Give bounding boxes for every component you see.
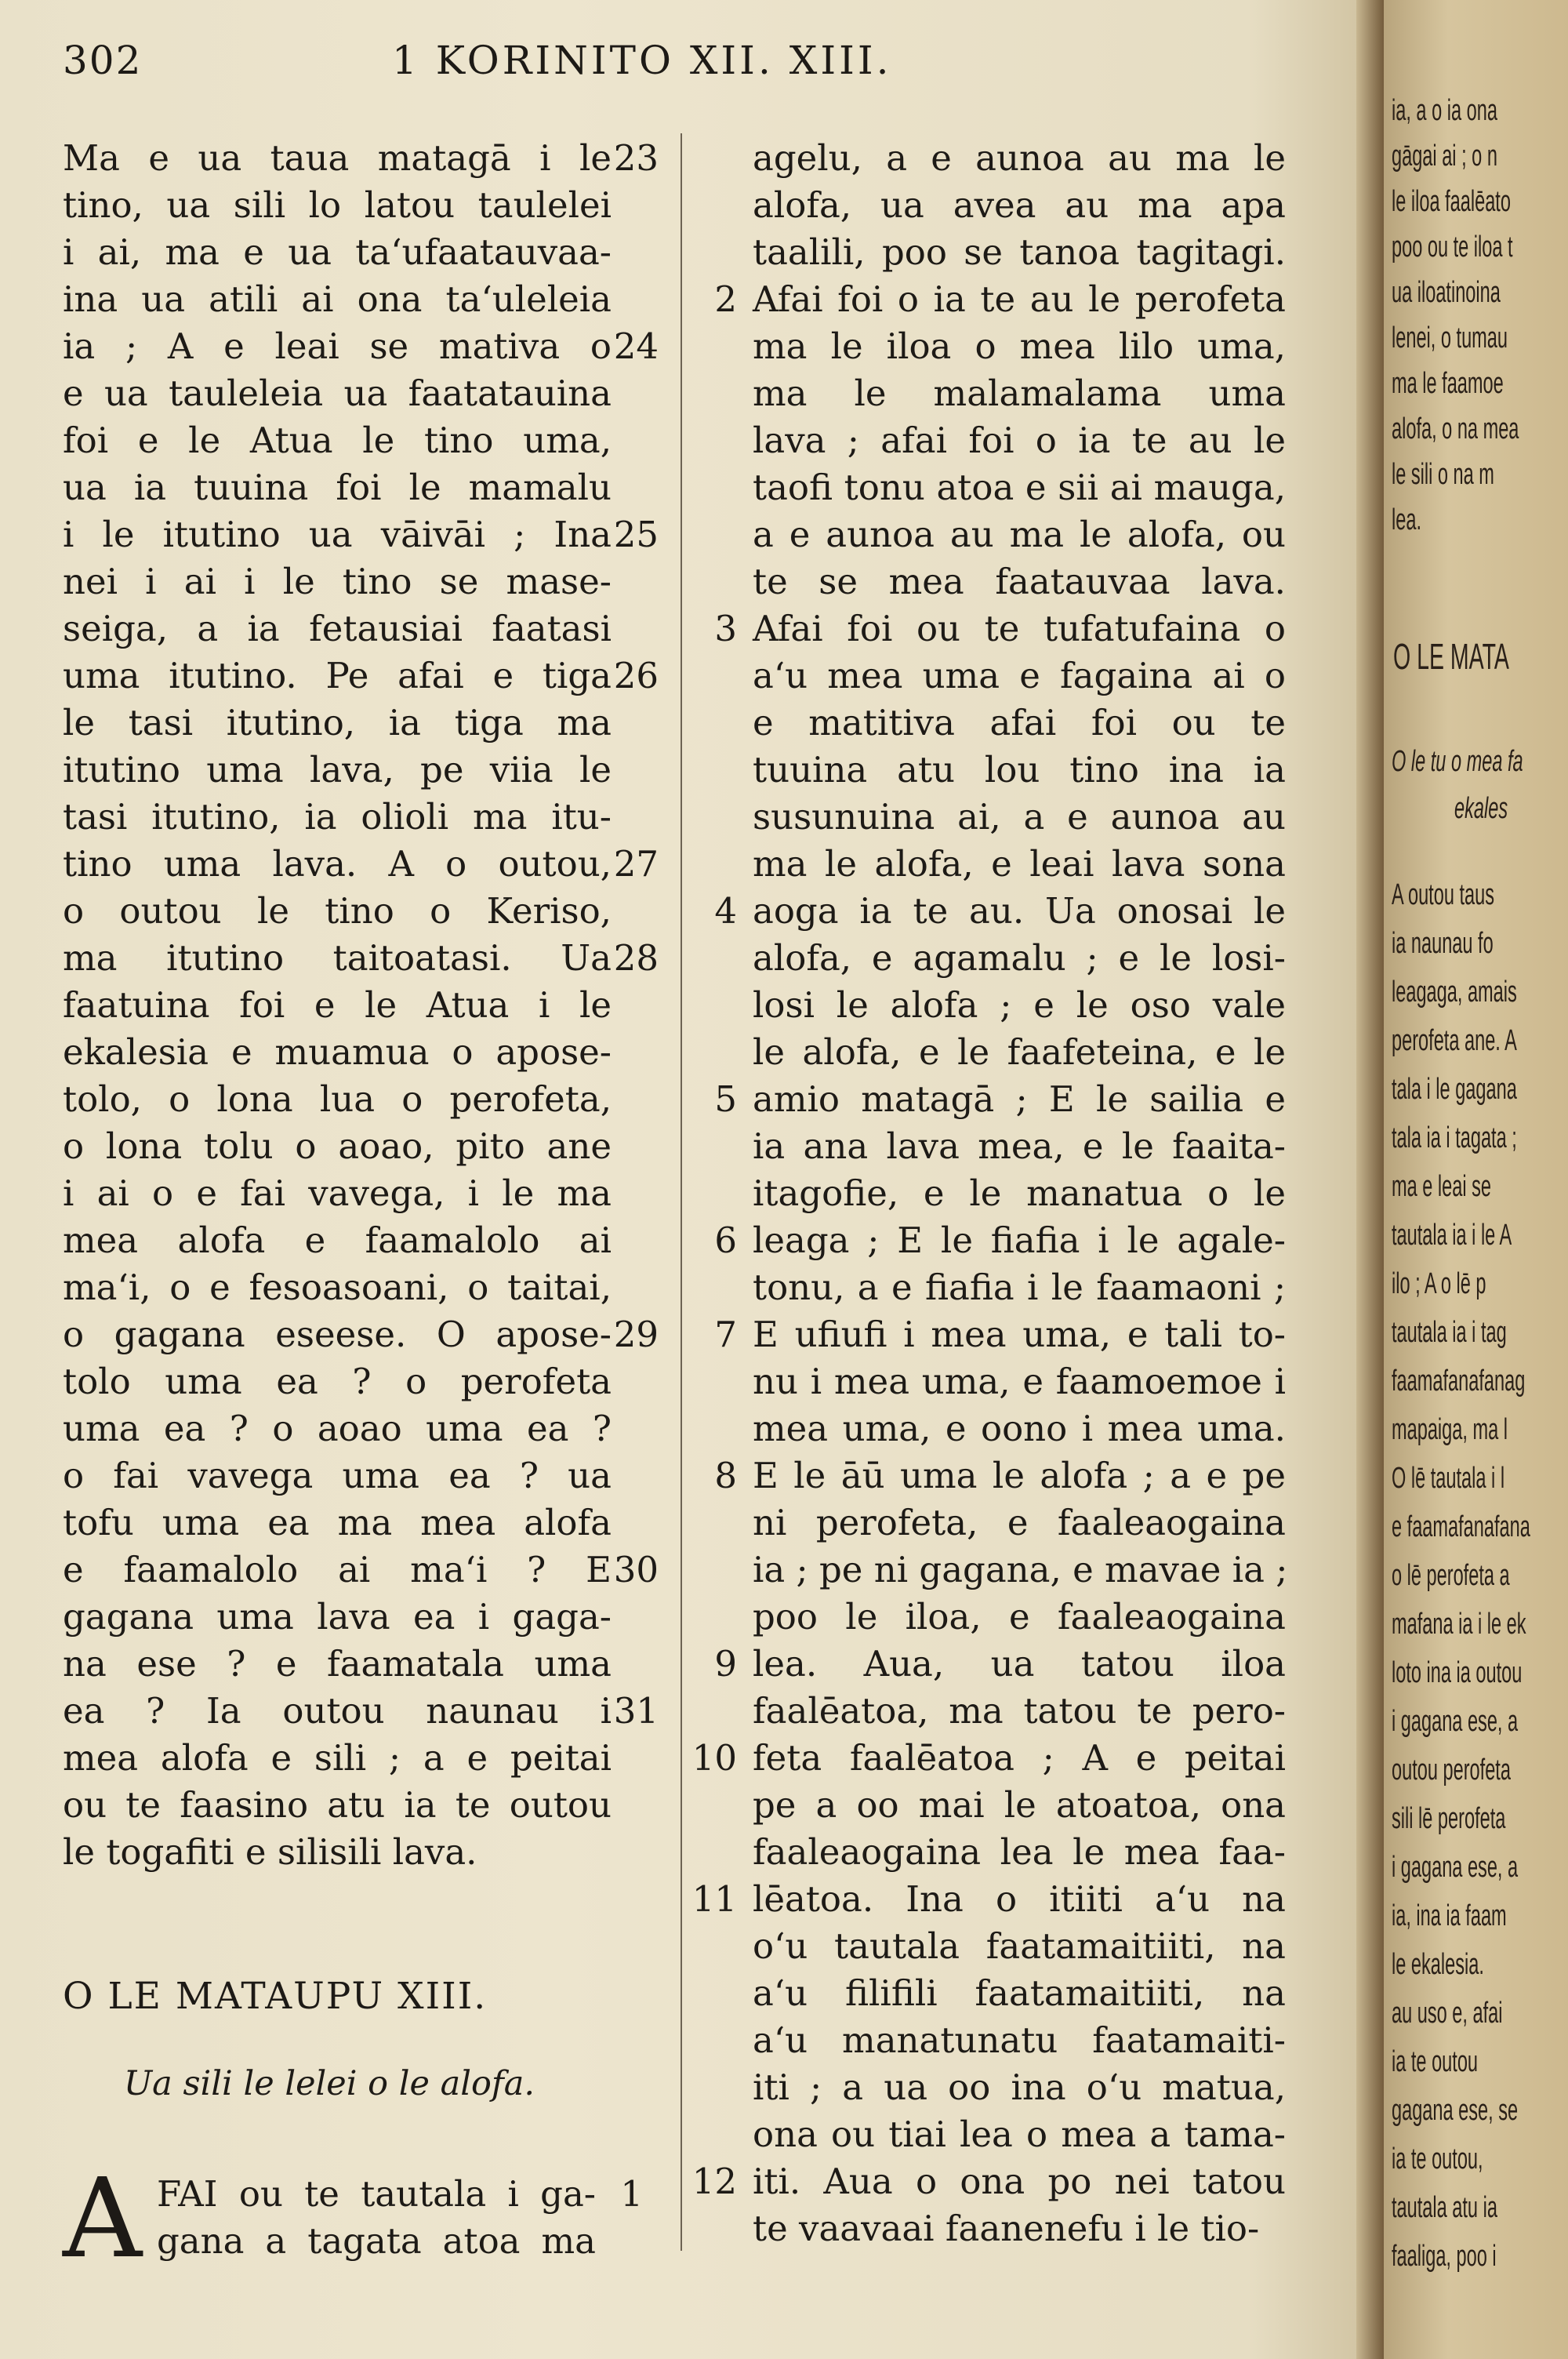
line-text: tuuina atu lou tino ina ia — [753, 749, 1286, 791]
line-text: aʻu filifili faatamaitiiti, na — [753, 1972, 1286, 2014]
text-line — [690, 1123, 1286, 1170]
adjacent-page-line: ia, ina ia faam — [1392, 1899, 1507, 1932]
text-line — [63, 1170, 659, 1217]
text-line — [63, 511, 659, 558]
text-line — [690, 1735, 1286, 1782]
adjacent-page-line: faamafanafanag — [1392, 1365, 1526, 1398]
running-title: 1 KORINITO XII. XIII. — [392, 38, 892, 83]
text-line — [690, 229, 1286, 276]
adjacent-page-line: gagana ese, se — [1392, 2094, 1519, 2127]
line-text: e ua tauleleia ua faatatauina — [63, 373, 612, 414]
adjacent-page-line: A outou taus — [1392, 878, 1495, 911]
line-text: seiga, a ia fetausiai faatasi — [63, 608, 612, 649]
text-line — [690, 1358, 1286, 1405]
verse-number: 3 — [714, 608, 737, 649]
adjacent-page-line: lenei, o tumau — [1392, 322, 1508, 354]
line-text: gagana uma lava ea i gaga- — [63, 1596, 612, 1637]
text-line — [63, 1688, 659, 1735]
line-text: itutino uma lava, pe viia le — [63, 749, 612, 791]
line-text: agelu, a e aunoa au ma le — [753, 137, 1286, 179]
verse-number: 10 — [691, 1737, 737, 1779]
text-line — [690, 700, 1286, 747]
line-text: faatuina foi e le Atua i le — [63, 984, 612, 1026]
verse-number: 28 — [613, 937, 659, 979]
text-line — [63, 1499, 659, 1547]
line-text: e faamalolo ai maʻi ? E — [63, 1549, 612, 1590]
text-line — [690, 511, 1286, 558]
line-text: Ma e ua taua matagā i le — [63, 137, 612, 179]
line-text: te vaavaai faanenefu i le tio- — [753, 2208, 1260, 2249]
text-line — [63, 1123, 659, 1170]
adjacent-page-line: alofa, o na mea — [1392, 413, 1519, 445]
verse-number: 24 — [613, 325, 659, 367]
text-line — [63, 1029, 659, 1076]
text-line — [690, 276, 1286, 323]
adjacent-page-subheading: ekales — [1454, 792, 1508, 825]
text-line — [690, 370, 1286, 417]
text-line — [690, 1876, 1286, 1923]
text-line — [690, 841, 1286, 888]
line-text: tolo, o lona lua o perofeta, — [63, 1078, 612, 1120]
chapter-summary: Ua sili le lelei o le alofa. — [123, 2064, 535, 2103]
text-line — [690, 794, 1286, 841]
line-text: o gagana eseese. O apose- — [63, 1314, 612, 1355]
text-line — [690, 1923, 1286, 1970]
text-line — [63, 982, 659, 1029]
verse-number: 11 — [691, 1878, 737, 1920]
adjacent-page-line: o lē perofeta a — [1392, 1559, 1510, 1592]
line-text: a e aunoa au ma le alofa, ou — [753, 514, 1286, 555]
text-line — [63, 1358, 659, 1405]
text-line — [63, 1405, 659, 1452]
text-line — [690, 2017, 1286, 2064]
verse-number: 5 — [714, 1078, 737, 1120]
verse-number: 4 — [714, 890, 737, 932]
text-line — [63, 1217, 659, 1264]
page-number: 302 — [63, 38, 143, 83]
line-text: leaga ; E le fiafia i le agale- — [753, 1219, 1286, 1261]
adjacent-page-line: mafana ia i le ek — [1392, 1608, 1526, 1641]
text-line — [63, 229, 659, 276]
adjacent-page-line: tala i le gagana — [1392, 1073, 1517, 1106]
adjacent-page-line: le iloa faalēato — [1392, 185, 1511, 218]
line-text: tofu uma ea ma mea alofa — [63, 1502, 612, 1543]
line-text: tonu, a e fiafia i le faamaoni ; — [753, 1267, 1286, 1308]
text-line — [63, 888, 659, 935]
line-text: na ese ? e faamatala uma — [63, 1643, 612, 1685]
text-line — [690, 1594, 1286, 1641]
line-text: alofa, ua avea au ma apa — [753, 184, 1286, 226]
text-line — [63, 794, 659, 841]
line-text: susunuina ai, a e aunoa au — [753, 796, 1286, 838]
line-text: feta faalēatoa ; A e peitai — [753, 1737, 1286, 1779]
adjacent-page-subheading: O le tu o mea fa — [1392, 745, 1523, 778]
adjacent-page-line: poo ou te iloa t — [1392, 231, 1513, 264]
line-text: i ai o e fai vavega, i le ma — [63, 1172, 612, 1214]
adjacent-page-line: tautala ia i le A — [1392, 1219, 1512, 1252]
text-line — [690, 558, 1286, 605]
line-text: nu i mea uma, e faamoemoe i — [753, 1361, 1286, 1402]
adjacent-page-line: sili lē perofeta — [1392, 1802, 1506, 1835]
line-text: aoga ia te au. Ua onosai le — [753, 890, 1286, 932]
line-text: maʻi, o e fesoasoani, o taitai, — [63, 1267, 612, 1308]
text-line — [690, 1170, 1286, 1217]
adjacent-page-line: ia naunau fo — [1392, 927, 1494, 960]
text-line — [63, 1782, 659, 1829]
line-text: ma le malamalama uma — [753, 373, 1286, 414]
line-text: Afai foi ou te tufatufaina o — [753, 608, 1286, 649]
page-header — [63, 38, 1333, 93]
adjacent-page-line: le sili o na m — [1392, 458, 1494, 491]
text-line — [63, 1076, 659, 1123]
adjacent-page-line: perofeta ane. A — [1392, 1024, 1517, 1057]
line-text: nei i ai i le tino se mase- — [63, 561, 612, 602]
line-text: i ai, ma e ua taʻufaatauvaa- — [63, 231, 612, 273]
line-text: amio matagā ; E le sailia e — [753, 1078, 1286, 1120]
line-text: losi le alofa ; e le oso vale — [753, 984, 1286, 1026]
line-text: ia ; A e leai se mativa o — [63, 325, 612, 367]
text-line — [690, 605, 1286, 652]
line-text: te se mea faatauvaa lava. — [753, 561, 1286, 602]
adjacent-page-line: O lē tautala i l — [1392, 1462, 1505, 1495]
text-line — [63, 323, 659, 370]
text-line — [690, 1641, 1286, 1688]
text-line — [690, 1547, 1286, 1594]
text-line — [63, 1452, 659, 1499]
line-text: E ufiufi i mea uma, e tali to- — [753, 1314, 1286, 1355]
line-text: mea uma, e oono i mea uma. — [753, 1408, 1286, 1449]
line-text: mea alofa e sili ; a e peitai — [63, 1737, 612, 1779]
line-text: o lona tolu o aoao, pito ane — [63, 1125, 612, 1167]
line-text: tino, ua sili lo latou taulelei — [63, 184, 612, 226]
line-text: ia ; pe ni gagana, e mavae ia ; — [753, 1549, 1288, 1590]
line-text: poo le iloa, e faaleaogaina — [753, 1596, 1286, 1637]
text-line — [690, 2205, 1286, 2252]
line-text: oʻu tautala faatamaitiiti, na — [753, 1925, 1286, 1967]
text-line — [690, 747, 1286, 794]
line-text: ni perofeta, e faaleaogaina — [753, 1502, 1286, 1543]
line-text: ina ua atili ai ona taʻuleleia — [63, 278, 612, 320]
line-text: taofi tonu atoa e sii ai mauga, — [753, 467, 1286, 508]
line-text: pe a oo mai le atoatoa, ona — [753, 1784, 1286, 1826]
text-line — [63, 417, 659, 464]
drop-cap-letter: A — [63, 2155, 143, 2283]
text-line — [63, 1547, 659, 1594]
line-text: tino uma lava. A o outou, — [63, 843, 612, 885]
text-line — [690, 1264, 1286, 1311]
line-text: o fai vavega uma ea ? ua — [63, 1455, 612, 1496]
column-divider — [681, 133, 682, 2251]
line-text: le togafiti e silisili lava. — [63, 1831, 477, 1873]
adjacent-page-line: leagaga, amais — [1392, 976, 1517, 1009]
verse-number: 25 — [613, 514, 659, 555]
text-line — [690, 323, 1286, 370]
verse-number: 27 — [613, 843, 659, 885]
text-line — [63, 370, 659, 417]
text-line — [690, 2158, 1286, 2205]
verse-number: 31 — [613, 1690, 659, 1732]
text-line — [63, 652, 659, 700]
text-line — [63, 1735, 659, 1782]
text-line — [690, 1499, 1286, 1547]
line-text: ea ? Ia outou naunau i — [63, 1690, 612, 1732]
line-text: o outou le tino o Keriso, — [63, 890, 612, 932]
text-line — [690, 888, 1286, 935]
adjacent-page-line: ia te outou, — [1392, 2143, 1483, 2175]
line-text: ona ou tiai lea o mea a tama- — [753, 2114, 1286, 2155]
line-text: ua ia tuuina foi le mamalu — [63, 467, 612, 508]
text-line — [63, 276, 659, 323]
text-line — [63, 1264, 659, 1311]
line-text: tasi itutino, ia olioli ma itu- — [63, 796, 612, 838]
line-text: uma itutino. Pe afai e tiga — [63, 655, 612, 696]
text-line — [690, 1782, 1286, 1829]
text-line — [690, 182, 1286, 229]
text-line — [690, 1829, 1286, 1876]
line-text: faaleaogaina lea le mea faa- — [753, 1831, 1286, 1873]
adjacent-page-line: i gagana ese, a — [1392, 1705, 1519, 1738]
line-text: lēatoa. Ina o itiiti aʻu na — [753, 1878, 1286, 1920]
line-text: FAI ou te tautala i ga- — [157, 2173, 596, 2215]
adjacent-page-line: loto ina ia outou — [1392, 1656, 1523, 1689]
adjacent-page-line: faaliga, poo i — [1392, 2240, 1497, 2273]
line-text: taalili, poo se tanoa tagitagi. — [753, 231, 1286, 273]
text-line — [690, 464, 1286, 511]
text-line — [63, 700, 659, 747]
line-text: ia ana lava mea, e le faaita- — [753, 1125, 1286, 1167]
right-column-text — [690, 135, 1286, 2252]
text-line — [690, 1970, 1286, 2017]
verse-number: 12 — [691, 2161, 737, 2202]
text-line — [63, 1641, 659, 1688]
verse-number: 2 — [714, 278, 737, 320]
verse-number: 7 — [714, 1314, 737, 1355]
text-line — [690, 2111, 1286, 2158]
verse-number: 6 — [714, 1219, 737, 1261]
line-text: ma le alofa, e leai lava sona — [753, 843, 1286, 885]
line-text: ekalesia e muamua o apose- — [63, 1031, 612, 1073]
line-text: faalēatoa, ma tatou te pero- — [753, 1690, 1286, 1732]
line-text: le tasi itutino, ia tiga ma — [63, 702, 612, 743]
adjacent-page-line: mapaiga, ma l — [1392, 1413, 1508, 1446]
text-line — [690, 982, 1286, 1029]
adjacent-page-line: i gagana ese, a — [1392, 1851, 1519, 1884]
adjacent-page-line: ua iloatinoina — [1392, 276, 1501, 309]
text-line — [690, 1311, 1286, 1358]
line-text: iti ; a ua oo ina oʻu matua, — [753, 2066, 1286, 2108]
verse-number: 23 — [613, 137, 659, 179]
text-line — [690, 1217, 1286, 1264]
adjacent-page-line: gāgai ai ; o n — [1392, 140, 1497, 173]
verse-number: 26 — [613, 655, 659, 696]
adjacent-page-line: ma e leai se — [1392, 1170, 1492, 1203]
adjacent-page-303 — [1384, 0, 1568, 2359]
text-line — [690, 2064, 1286, 2111]
chapter-heading: O LE MATAUPU XIII. — [63, 1975, 488, 2018]
text-line — [63, 1594, 659, 1641]
text-line — [63, 182, 659, 229]
text-line — [63, 1311, 659, 1358]
adjacent-page-line: tala ia i tagata ; — [1392, 1121, 1517, 1154]
line-text: ma le iloa o mea lilo uma, — [753, 325, 1286, 367]
text-line — [63, 1829, 659, 1876]
line-text: tolo uma ea ? o perofeta — [63, 1361, 612, 1402]
line-text: E le āū uma le alofa ; a e pe — [753, 1455, 1286, 1496]
adjacent-page-line: le ekalesia. — [1392, 1948, 1484, 1981]
text-line — [63, 464, 659, 511]
line-text: iti. Aua o ona po nei tatou — [753, 2161, 1286, 2202]
line-text: Afai foi o ia te au le perofeta — [753, 278, 1286, 320]
adjacent-page-line: tautala atu ia — [1392, 2191, 1497, 2224]
text-line — [690, 935, 1286, 982]
verse-number: 9 — [714, 1643, 737, 1685]
line-text: uma ea ? o aoao uma ea ? — [63, 1408, 612, 1449]
line-text: ma itutino taitoatasi. Ua — [63, 937, 612, 979]
line-text: alofa, e agamalu ; e le losi- — [753, 937, 1286, 979]
text-line — [690, 1405, 1286, 1452]
verse-number: 1 — [620, 2173, 643, 2215]
adjacent-page-line: ma le faamoe — [1392, 367, 1504, 400]
line-text: itagofie, e le manatua o le — [753, 1172, 1286, 1214]
line-text: ou te faasino atu ia te outou — [63, 1784, 612, 1826]
line-text: aʻu manatunatu faatamaiti- — [753, 2019, 1286, 2061]
adjacent-page-line: outou perofeta — [1392, 1754, 1511, 1787]
adjacent-page-line: lea. — [1392, 503, 1421, 536]
line-text: e matitiva afai foi ou te — [753, 702, 1286, 743]
adjacent-page-heading: O LE MATA — [1393, 636, 1509, 677]
line-text: foi e le Atua le tino uma, — [63, 420, 612, 461]
text-line — [690, 1076, 1286, 1123]
text-line — [690, 1688, 1286, 1735]
adjacent-page-line: ia te outou — [1392, 2045, 1479, 2078]
left-column-text — [63, 135, 659, 1876]
adjacent-page-line: tautala ia i tag — [1392, 1316, 1507, 1349]
text-line — [63, 747, 659, 794]
text-line — [690, 417, 1286, 464]
text-line — [63, 135, 659, 182]
text-line — [63, 841, 659, 888]
line-text: lava ; afai foi o ia te au le — [753, 420, 1286, 461]
text-line — [690, 652, 1286, 700]
adjacent-page-line: e faamafanafana — [1392, 1510, 1530, 1543]
adjacent-page-line: ia, a o ia ona — [1392, 94, 1497, 127]
text-line — [63, 558, 659, 605]
line-text: i le itutino ua vāivāi ; Ina — [63, 514, 612, 555]
line-text: mea alofa e faamalolo ai — [63, 1219, 612, 1261]
line-text: gana a tagata atoa ma — [157, 2220, 596, 2262]
text-line — [63, 935, 659, 982]
verse-number: 30 — [613, 1549, 659, 1590]
verse-number: 8 — [714, 1455, 737, 1496]
line-text: aʻu mea uma e fagaina ai o — [753, 655, 1286, 696]
adjacent-page-line: au uso e, afai — [1392, 1997, 1503, 2030]
adjacent-page-line: ilo ; A o lē p — [1392, 1267, 1486, 1300]
text-line — [690, 1029, 1286, 1076]
text-line — [690, 1452, 1286, 1499]
text-line — [690, 135, 1286, 182]
verse-number: 29 — [613, 1314, 659, 1355]
text-line — [63, 605, 659, 652]
line-text: le alofa, e le faafeteina, e le — [753, 1031, 1286, 1073]
line-text: lea. Aua, ua tatou iloa — [753, 1643, 1286, 1685]
